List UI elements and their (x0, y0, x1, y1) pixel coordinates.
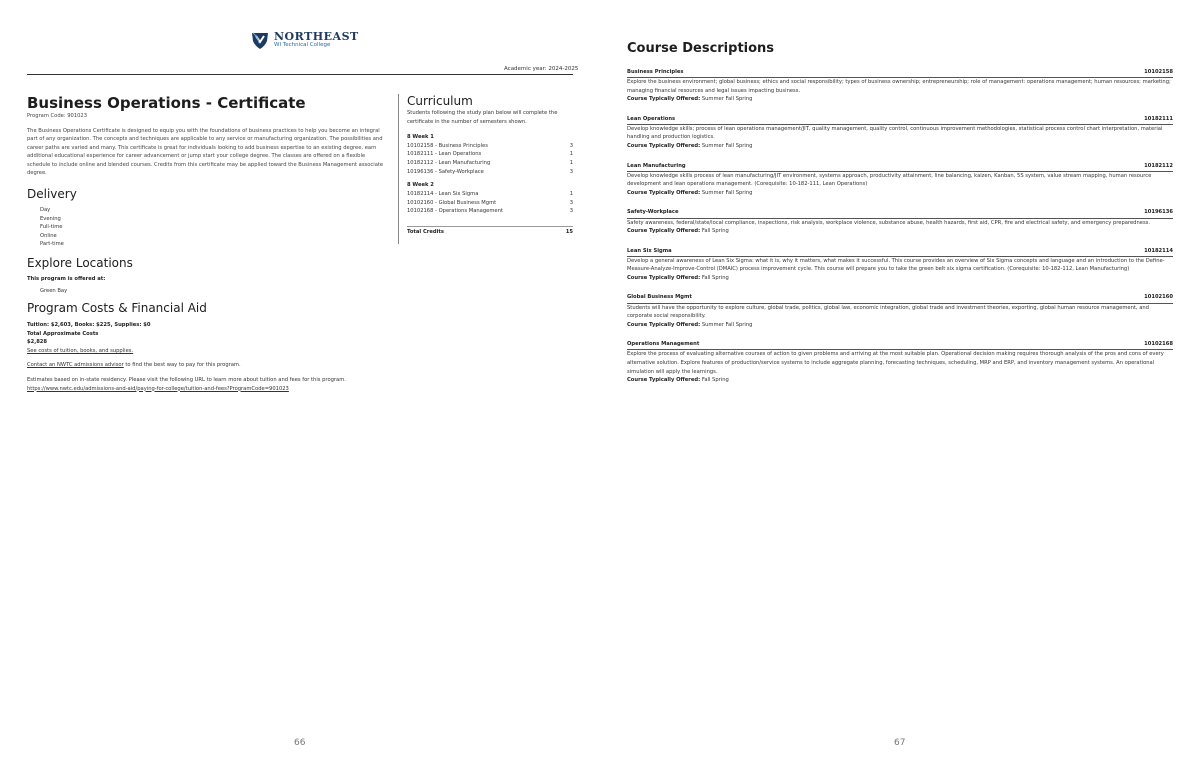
course-title: Safety-Workplace (627, 209, 679, 216)
course-credits: 3 (569, 169, 573, 176)
offered-label: Course Typically Offered: (627, 96, 701, 103)
curriculum-intro: Students following the study plan below will complete the certificate in the number of semesters shown. (407, 110, 558, 125)
course-name: 10196136 - Safety-Workplace (407, 169, 484, 176)
course-entry (627, 68, 1173, 104)
course-credits: 3 (569, 142, 573, 149)
course-credits: 3 (569, 199, 573, 206)
course-code: 10102158 (1144, 69, 1173, 75)
course-code: 10102160 (1144, 294, 1173, 301)
estimates-text: Estimates based on in-state residency. Please visit the following URL to learn more about tuition and fees for this program. (27, 376, 346, 383)
course-row (407, 190, 573, 199)
total-costs-value: $2,828 (27, 339, 48, 346)
course-entry (627, 340, 1173, 384)
contact-advisor-link[interactable]: Contact an NWTC admissions advisor (27, 362, 124, 369)
offered-label: Course Typically Offered: (627, 274, 701, 281)
course-row (407, 142, 573, 151)
locations-intro: This program is offered at: (27, 275, 106, 282)
total-credits-row (407, 226, 573, 237)
delivery-item: Evening (40, 215, 61, 222)
course-entry (627, 208, 1173, 235)
logo-subtitle: WI Technical College (274, 42, 331, 49)
page-number-right: 67 (894, 738, 906, 748)
locations-heading: Explore Locations (27, 255, 133, 270)
curriculum-heading: Curriculum (407, 94, 473, 108)
course-title: Operations Management (627, 341, 700, 348)
delivery-list (27, 206, 385, 249)
term-label: 8 Week 2 (407, 181, 434, 188)
offered-terms: Fall Spring (701, 377, 729, 384)
course-description: Explore the process of evaluating alternative courses of action to given problems and arriving at the most suitable plan. Operational decision making requires thorough analysis of the pros and cons of every alternative solution. Explore features of production/service systems to include aggregate planning, forecasting techniques, scheduling, MRP and ERP, and inventory management systems. An operational simulation will apply the learnings. (627, 351, 1164, 375)
course-credits: 1 (569, 190, 573, 197)
logo-name: NORTHEAST (274, 30, 359, 44)
course-description: Develop knowledge skills process of lean manufacturing/JIT environment, systems approach, productivity attainment, line balancing, kaizen, Kanban, 5S system, value stream mapping, human resource development and lean operations management. (Corequisite: 10-182-111, Lean Operations) (627, 172, 1152, 188)
delivery-item: Full-time (40, 224, 63, 231)
offered-label: Course Typically Offered: (627, 143, 701, 150)
course-code: 10196136 (1144, 209, 1173, 216)
course-credits: 3 (569, 208, 573, 215)
course-title: Business Principles (627, 69, 684, 75)
course-title: Lean Manufacturing (627, 162, 686, 169)
course-title: Lean Operations (627, 115, 676, 122)
offered-terms: Fall Spring (701, 228, 729, 235)
program-title: Business Operations - Certificate (27, 94, 306, 112)
offered-terms: Summer Fall Spring (701, 189, 753, 196)
course-title: Global Business Mgmt (627, 294, 692, 301)
tuition-line: Tuition: $2,603, Books: $225, Supplies: $0 (27, 322, 151, 329)
offered-label: Course Typically Offered: (627, 189, 701, 196)
course-name: 10182111 - Lean Operations (407, 151, 482, 158)
costs-link[interactable]: See costs of tuition, books, and supplies. (27, 347, 134, 354)
right-page (600, 0, 1200, 776)
contact-text: to find the best way to pay for this program. (123, 362, 241, 369)
course-credits: 1 (569, 160, 573, 167)
costs-heading: Program Costs & Financial Aid (27, 301, 207, 316)
course-code: 10102168 (1144, 341, 1173, 348)
course-row (407, 168, 573, 177)
course-code: 10182111 (1144, 115, 1173, 122)
logo-shield-icon (250, 30, 270, 50)
course-description: Students will have the opportunity to explore culture, global trade, politics, global law, economic integration, global trade and investment theories, exporting, global human resource management, and corporate social responsibility. (627, 304, 1149, 320)
academic-year: Academic year: 2024-2025 (504, 66, 579, 72)
program-overview (27, 94, 385, 393)
course-code: 10182112 (1144, 162, 1173, 169)
term-label: 8 Week 1 (407, 133, 434, 140)
course-entry (627, 115, 1173, 151)
course-name: 10102158 - Business Principles (407, 142, 488, 149)
course-credits: 1 (569, 151, 573, 158)
offered-terms: Fall Spring (701, 274, 729, 281)
page-number-left: 66 (294, 738, 306, 748)
course-descriptions-heading: Course Descriptions (627, 41, 775, 56)
offered-label: Course Typically Offered: (627, 321, 701, 328)
header-rule (27, 74, 573, 75)
delivery-item: Day (40, 207, 51, 214)
course-descriptions-list (627, 68, 1173, 396)
course-row (407, 159, 573, 168)
program-description: The Business Operations Certificate is designed to equip you with the foundations of business practices to help you become an integral part of any organization. The concepts and techniques are applicable to any service or manufacturing organization. The possibilities and career paths are varied and many. This certificate is great for individuals looking to add business expertise to an existing degree, earn additional educational experience for career advancement or jump start your college degree. The classes are offered on a flexible schedule to include online and blended courses. Credits from this certificate may be applied toward the Business Management associate degree. (27, 127, 384, 177)
course-name: 10102168 - Operations Management (407, 208, 503, 215)
total-credits-value: 15 (565, 229, 573, 236)
curriculum-panel (407, 94, 573, 237)
program-code: Program Code: 901023 (27, 113, 88, 119)
course-row (407, 207, 573, 216)
delivery-item: Part-time (40, 241, 64, 248)
course-name: 10182112 - Lean Manufacturing (407, 160, 491, 167)
northeast-logo (250, 30, 359, 50)
course-entry (627, 293, 1173, 329)
delivery-heading: Delivery (27, 187, 77, 202)
offered-terms: Summer Fall Spring (701, 96, 753, 103)
course-title: Lean Six Sigma (627, 247, 672, 254)
offered-label: Course Typically Offered: (627, 228, 701, 235)
delivery-item: Online (40, 232, 57, 239)
tuition-url-link[interactable]: https://www.nwtc.edu/admissions-and-aid/paying-for-college/tuition-and-fees?ProgramCode=901023 (27, 385, 289, 392)
course-name: 10102160 - Global Business Mgmt (407, 199, 497, 206)
total-credits-label: Total Credits (407, 229, 444, 236)
course-entry (627, 247, 1173, 283)
curriculum-divider (398, 94, 399, 244)
course-entry (627, 162, 1173, 198)
course-description: Explore the business environment; global business; ethics and social responsibility; types of business ownership; entrepreneurship; role of management: operations management; human resources; marketing; managing financial resources and legal issues impacting business. (627, 79, 1171, 94)
course-row (407, 150, 573, 159)
course-code: 10182114 (1144, 247, 1173, 254)
course-description: Develop a general awareness of Lean Six Sigma: what it is, why it matters, what makes it successful. This course provides an overview of Six Sigma concepts and language and an introduction to the Define-Measure-Analyze-Improve-Control (DMAIC) process improvement cycle. This course will prepare you to take the green belt six sigma certification. (Corequisite: 10-182-112, Lean Manufacturing) (627, 257, 1165, 273)
location-item: Green Bay (40, 287, 68, 294)
offered-label: Course Typically Offered: (627, 377, 701, 384)
course-description: Safety awareness, federal/state/local compliance, inspections, risk analysis, workplace violence, substance abuse, health hazards, first aid, CPR, fire and electrical safety, and emergency preparedness. (627, 219, 1151, 226)
course-row (407, 199, 573, 208)
course-name: 10182114 - Lean Six Sigma (407, 190, 479, 197)
course-description: Develop knowledge skills; process of lean operations management/JIT, quality management, quality control, continuous improvement methodologies, statistical process control chart interpretation, material handling and production logistics. (627, 125, 1163, 141)
total-costs-label: Total Approximate Costs (27, 330, 99, 337)
offered-terms: Summer Fall Spring (701, 321, 753, 328)
offered-terms: Summer Fall Spring (701, 143, 753, 150)
